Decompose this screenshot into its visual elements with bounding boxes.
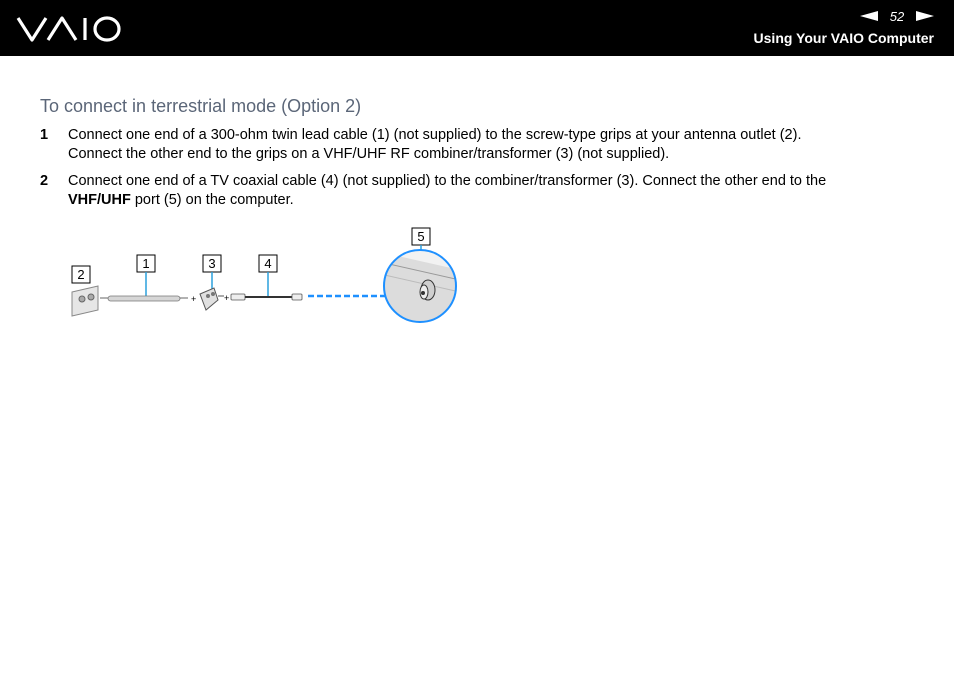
- callout-label: 4: [264, 256, 272, 271]
- rf-transformer-icon: [191, 288, 224, 310]
- callout-label: 5: [417, 229, 425, 244]
- port-name: VHF/UHF: [68, 192, 131, 208]
- callout-label: 3: [208, 256, 216, 271]
- step-text: [68, 172, 920, 210]
- svg-text:+: +: [191, 294, 197, 304]
- vaio-logo: [16, 15, 122, 48]
- antenna-outlet-icon: [72, 286, 98, 316]
- callout-1: [137, 255, 155, 298]
- step-text: [68, 126, 920, 164]
- step-line: Connect the other end to the grips on a VHF/UHF RF combiner/transformer (3) (not supplied).: [68, 146, 670, 162]
- callout-4: [259, 255, 277, 296]
- twin-lead-cable-icon: [100, 296, 188, 301]
- step-1: [40, 126, 920, 164]
- callout-2: [72, 266, 90, 283]
- coaxial-cable-icon: [224, 293, 302, 303]
- procedure-heading: To connect in terrestrial mode (Option 2): [40, 96, 362, 116]
- vhf-uhf-port-icon: [380, 250, 460, 332]
- step-number: 1: [40, 127, 49, 143]
- svg-text:+: +: [224, 293, 230, 303]
- step-text-part: port (5) on the computer.: [130, 192, 294, 208]
- callout-label: 1: [142, 256, 150, 271]
- callout-label: 2: [77, 267, 85, 282]
- page-navigation: [860, 7, 934, 25]
- step-line: Connect one end of a 300-ohm twin lead cable (1) (not supplied) to the screw-type grips at your antenna outlet (2).: [68, 127, 802, 143]
- step-2: [40, 172, 920, 210]
- step-number: 2: [40, 173, 49, 189]
- connection-diagram: [60, 222, 470, 337]
- step-text-part: Connect one end of a TV coaxial cable (4) (not supplied) to the combiner/transformer (3). Connect the other end to the: [68, 173, 827, 189]
- page-number: 52: [889, 8, 905, 24]
- section-title: Using Your VAIO Computer: [753, 30, 934, 46]
- next-page-icon[interactable]: [916, 11, 934, 21]
- header-bar: [0, 0, 954, 56]
- previous-page-icon[interactable]: [860, 11, 878, 21]
- callout-3: [203, 255, 221, 292]
